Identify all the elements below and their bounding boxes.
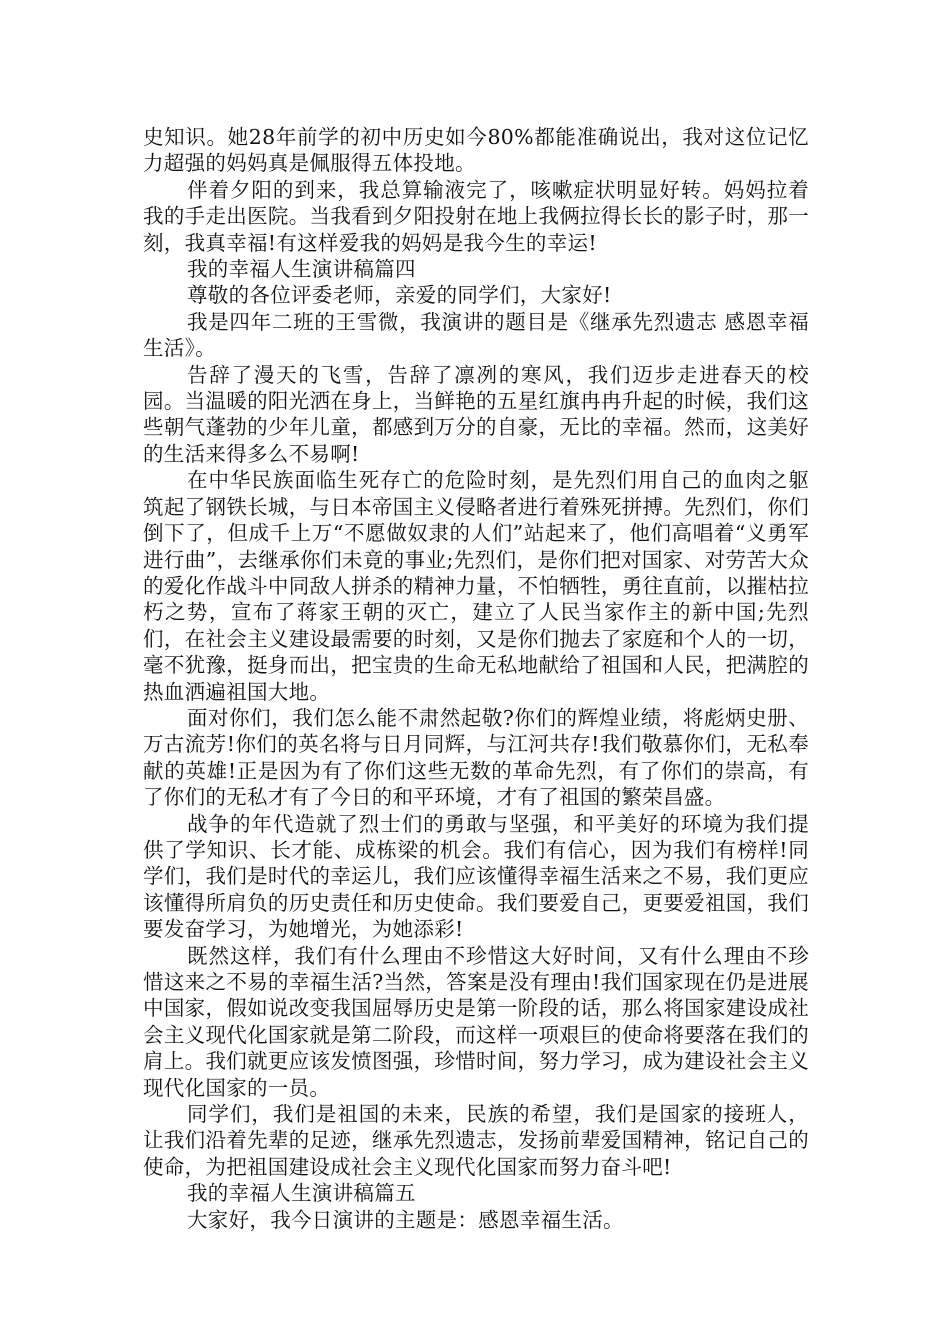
paragraph: 在中华民族面临生死存亡的危险时刻，是先烈们用自己的血肉之躯筑起了钢铁长城，与日本帝国主义侵略者进行着殊死拼搏。先烈们，你们倒下了，但成千上万“不愿做奴隶的人们”站起来了，他们高唱着“义勇军进行曲”，去继承你们未竟的事业;先烈们，是你们把对国家、对劳苦大众的爱化作战斗中同敌人拼杀的精神力量，不怕牺牲，勇往直前，以摧枯拉朽之势，宣布了蒋家王朝的灭亡，建立了人民当家作主的新中国;先烈们，在社会主义建设最需要的时刻，又是你们抛去了家庭和个人的一切，毫不犹豫，挺身而出，把宝贵的生命无私地献给了祖国和人民，把满腔的热血洒遍祖国大地。 (143, 468, 809, 704)
paragraph-greeting: 尊敬的各位评委老师，亲爱的同学们，大家好! (187, 283, 612, 308)
section-heading-5: 我的幸福人生演讲稿篇五 (187, 1181, 416, 1206)
paragraph: 我是四年二班的王雪微，我演讲的题目是《继承先烈遗志 感恩幸福生活》。 (143, 309, 809, 361)
section-heading-4: 我的幸福人生演讲稿篇四 (187, 257, 416, 282)
paragraph: 同学们，我们是祖国的未来，民族的希望，我们是国家的接班人，让我们沿着先辈的足迹，继承先烈遗志，发扬前辈爱国精神，铭记自己的使命，为把祖国建设成社会主义现代化国家而努力奋斗吧! (143, 1102, 809, 1179)
paragraph: 告辞了漫天的飞雪，告辞了凛冽的寒风，我们迈步走进春天的校园。当温暖的阳光洒在身上，当鲜艳的五星红旗冉冉升起的时候，我们这些朝气蓬勃的少年儿童，都感到万分的自豪，无比的幸福。然而，这美好的生活来得多么不易啊! (143, 362, 809, 466)
paragraph: 面对你们，我们怎么能不肃然起敬?你们的辉煌业绩，将彪炳史册、万古流芳!你们的英名将与日月同辉，与江河共存!我们敬慕你们，无私奉献的英雄!正是因为有了你们这些无数的革命先烈，有了你们的崇高，有了你们的无私才有了今日的和平环境，才有了祖国的繁荣昌盛。 (143, 705, 809, 810)
document-body (143, 124, 809, 1233)
paragraph: 既然这样，我们有什么理由不珍惜这大好时间，又有什么理由不珍惜这来之不易的幸福生活?当然，答案是没有理由!我们国家现在仍是进展中国家，假如说改变我国屈辱历史是第一阶段的话，那么将国家建设成社会主义现代化国家就是第二阶段，而这样一项艰巨的使命将要落在我们的肩上。我们就更应该发愤图强，珍惜时间，努力学习，成为建设社会主义现代化国家的一员。 (143, 943, 809, 1100)
paragraph-greeting: 大家好，我今日演讲的主题是：感恩幸福生活。 (187, 1207, 624, 1232)
paragraph: 伴着夕阳的到来，我总算输液完了，咳嗽症状明显好转。妈妈拉着我的手走出医院。当我看到夕阳投射在地上我俩拉得长长的影子时，那一刻，我真幸福!有这样爱我的妈妈是我今生的幸运! (143, 177, 809, 255)
paragraph-continued: 史知识。她28年前学的初中历史如今80%都能准确说出，我对这位记忆力超强的妈妈真是佩服得五体投地。 (143, 125, 809, 176)
paragraph: 战争的年代造就了烈士们的勇敢与坚强，和平美好的环境为我们提供了学知识、长才能、成栋梁的机会。我们有信心，因为我们有榜样!同学们，我们是时代的幸运儿，我们应该懂得幸福生活来之不易，我们更应该懂得所肩负的历史责任和历史使命。我们要爱自己，更要爱祖国，我们要发奋学习，为她增光，为她添彩! (143, 811, 809, 942)
